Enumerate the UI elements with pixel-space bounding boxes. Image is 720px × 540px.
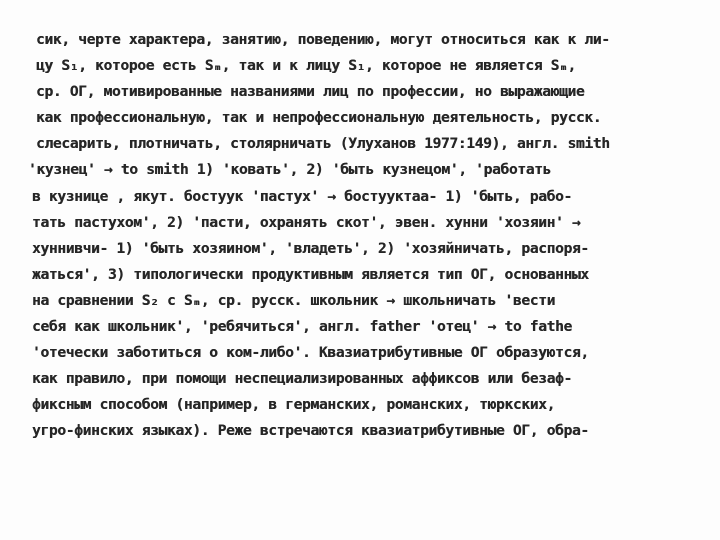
text-line: тать пастухом', 2) 'пасти, охранять скот', эвен. хунни 'хозяин' →: [32, 213, 581, 231]
text-line: цу S₁, которое есть Sₘ, так и к лицу S₁, которое не является Sₘ,: [36, 57, 576, 75]
text-line: слесарить, плотничать, столярничать (Улуханов 1977:149), англ. smith: [36, 135, 610, 153]
text-line: ср. ОГ, мотивированные названиями лиц по профессии, но выражающие: [36, 83, 585, 101]
text-line: фиксным способом (например, в германских, романских, тюркских,: [32, 396, 556, 414]
text-line: как профессиональную, так и непрофессиональную деятельность, русск.: [36, 109, 602, 127]
text-line: на сравнении S₂ с Sₘ, ср. русск. школьник → школьничать 'вести: [32, 291, 556, 309]
text-line: угро-финских языках). Реже встречаются квазиатрибутивные ОГ, обра-: [32, 422, 589, 440]
text-line: в кузнице , якут. бостуук 'пастух' → бостууктаа- 1) 'быть, рабо-: [32, 187, 572, 205]
text-line: хуннивчи- 1) 'быть хозяином', 'владеть', 2) 'хозяйничать, распоря-: [32, 239, 589, 257]
text-line: сик, черте характера, занятию, поведению, могут относиться как к ли-: [36, 31, 610, 48]
text-line: жаться', 3) типологически продуктивным является тип ОГ, основанных: [32, 265, 589, 283]
text-line: 'отечески заботиться о ком-либо'. Квазиатрибутивные ОГ образуются,: [32, 344, 589, 362]
text-line: 'кузнец' → to smith 1) 'ковать', 2) 'быть кузнецом', 'работать: [28, 161, 552, 179]
text-line: как правило, при помощи неспециализированных аффиксов или безаф-: [32, 370, 572, 388]
text-line: себя как школьник', 'ребячиться', англ. father 'отец' → to fathe: [32, 318, 572, 336]
body-text: [0, 27, 720, 445]
